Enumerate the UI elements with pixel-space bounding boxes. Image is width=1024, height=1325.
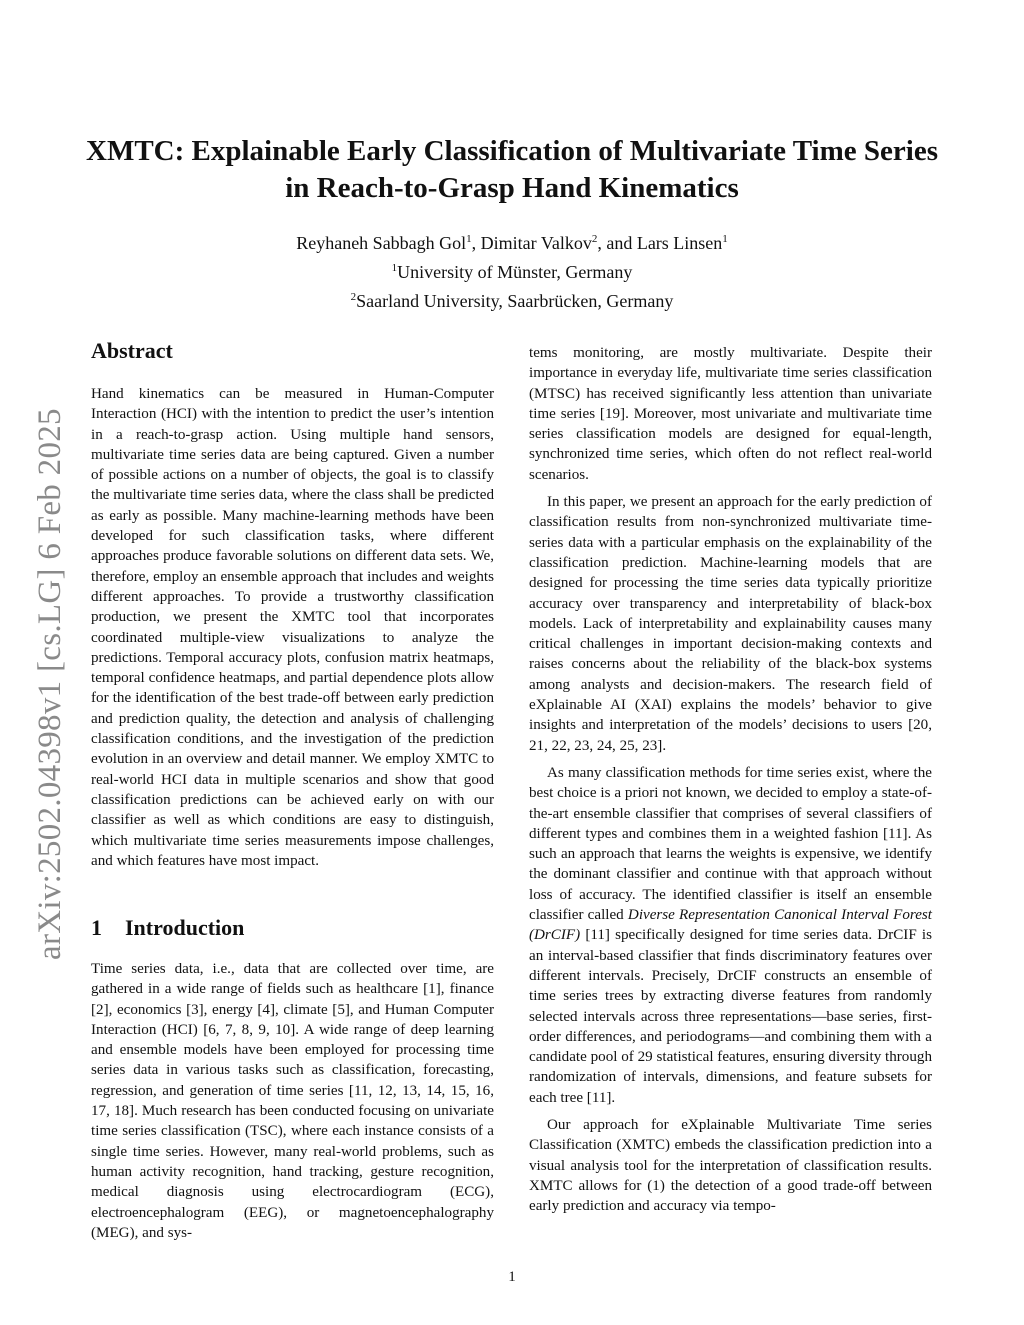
right-paragraph-3 [529, 763, 932, 1108]
affiliation-text: Saarland University, Saarbrücken, Germany [356, 291, 674, 311]
right-column [529, 343, 932, 1216]
author-name: , Dimitar Valkov [471, 233, 592, 253]
title-line-1: XMTC: Explainable Early Classification of Multivariate Time Series [86, 135, 938, 167]
abstract-heading: Abstract [91, 338, 173, 363]
intro-paragraph-1: Time series data, i.e., data that are collected over time, are gathered in a wide range of fields such as healthcare [1], finance [2], economics [3], energy [4], climate [5], and Human Computer Interaction (HCI) [6, 7, 8, 9, 10]. A wide range of deep learning and ensemble models have been employed for processing time series data in various tasks such as classification, forecasting, regression, and generation of time series [11, 12, 13, 14, 15, 16, 17, 18]. Much research has been conducted focusing on univariate time series classification (TSC), where each instance consists of a single time series. However, many real-world problems, such as human activity recognition, hand tracking, gesture recognition, medical diagnosis using electrocardiogram (ECG), electroencephalogram (EEG), or magnetoencephalography (MEG), and sys- [91, 961, 494, 1241]
introduction-heading [91, 914, 244, 942]
author-list [80, 227, 944, 256]
author-name: Reyhaneh Sabbagh Gol [296, 233, 467, 253]
affiliation-marker: 1 [391, 262, 398, 274]
text-span: [11] specifically designed for time series data. DrCIF is an interval-based classifier that finds discriminatory features over different intervals. Precisely, DrCIF constructs an ensemble of time series trees by extracting diverse features from randomly selected intervals across three representations—base series, first-order differences, and periodograms—and combining them with a candidate pool of 29 statistical features, ensuring diversity through randomization of intervals, dimensions, and feature subsets for each tree [11]. [529, 927, 932, 1106]
right-paragraph-2: In this paper, we present an approach for the early prediction of classification results from non-synchronized multivariate time-series data with a particular emphasis on the explainability of the classification prediction. Machine-learning models that are designed for processing the time series data typically prioritize accuracy over transparency and interpretability of black-box models. Lack of interpretability and explainability causes many critical challenges in important decision-making contexts and raises concerns about the reliability of the black-box systems among analysts and decision-makers. The research field of eXplainable AI (XAI) explains the models’ behavior to give insights and interpretation of the models’ decisions to users [20, 21, 22, 23, 24, 25, 23]. [529, 494, 932, 754]
affiliation-marker: 1 [466, 233, 472, 245]
affiliation-marker: 2 [591, 233, 598, 245]
author-name: , and Lars Linsen [597, 233, 723, 253]
author-block [80, 227, 944, 314]
abstract-body [91, 384, 494, 871]
right-paragraph-1: tems monitoring, are mostly multivariate. Despite their importance in everyday life, multivariate time series classification (MTSC) has received significantly less attention than univariate time series [19]. Moreover, most univariate and multivariate time series classification models are designed for equal-length, synchronized time series, which often do not reflect real-world scenarios. [529, 345, 932, 483]
affiliation-marker: 1 [722, 233, 728, 245]
section-title: Introduction [125, 915, 245, 940]
introduction-body [91, 959, 494, 1243]
emphasized-term: Diverse Representation Canonical Interval Forest (DrCIF) [529, 907, 932, 944]
section-number: 1 [91, 915, 102, 940]
text-span: As many classification methods for time series exist, where the best choice is a priori not known, we decided to employ a state-of-the-art ensemble classifier that comprises of several classifiers of different types and combines them in a weighted fashion [11]. As such an approach that learns the weights is expensive, we identify the dominant classifier and continue with that approach without loss of accuracy. The identified classifier is itself an ensemble classifier called [529, 764, 932, 924]
affiliation-text: University of Münster, Germany [397, 262, 633, 282]
affiliation-2 [80, 285, 944, 314]
page-number: 1 [508, 1269, 516, 1285]
arxiv-identifier: arXiv:2502.04398v1 [cs.LG] 6 Feb 2025 [32, 408, 68, 960]
affiliation-1 [80, 256, 944, 285]
affiliation-marker: 2 [350, 291, 357, 303]
paper-title [80, 133, 944, 207]
abstract-paragraph: Hand kinematics can be measured in Human-Computer Interaction (HCI) with the intention to predict the user’s intention in a reach-to-grasp action. Using multiple hand sensors, multivariate time series data are being captured. Given a number of possible actions on a number of objects, the goal is to classify the multivariate time series data, where the class shall be predicted as early as possible. Many machine-learning methods have been developed for such classification tasks, where different approaches produce favorable solutions on different data sets. We, therefore, employ an ensemble approach that includes and weights different approaches. To provide a trustworthy classification production, we present the XMTC tool that incorporates coordinated multiple-view visualizations to analyze the predictions. Temporal accuracy plots, confusion matrix heatmaps, temporal confidence heatmaps, and partial dependence plots allow for the identification of the best trade-off between early prediction and prediction quality, the detection and analysis of challenging classification conditions, and the investigation of the prediction evolution in an overview and detail manner. We employ XMTC to real-world HCI data in multiple scenarios and show that good classification predictions can be achieved early on with our classifier as well as which conditions are easy to distinguish, which multivariate time series measurements impose challenges, and which features have most impact. [91, 386, 494, 869]
right-paragraph-4: Our approach for eXplainable Multivariate Time series Classification (XMTC) embeds the classification prediction into a visual analysis tool for the interpretation of classification results. XMTC allows for (1) the detection of a good trade-off between early prediction and accuracy via tempo- [529, 1116, 932, 1215]
title-line-2: in Reach-to-Grasp Hand Kinematics [285, 172, 739, 204]
